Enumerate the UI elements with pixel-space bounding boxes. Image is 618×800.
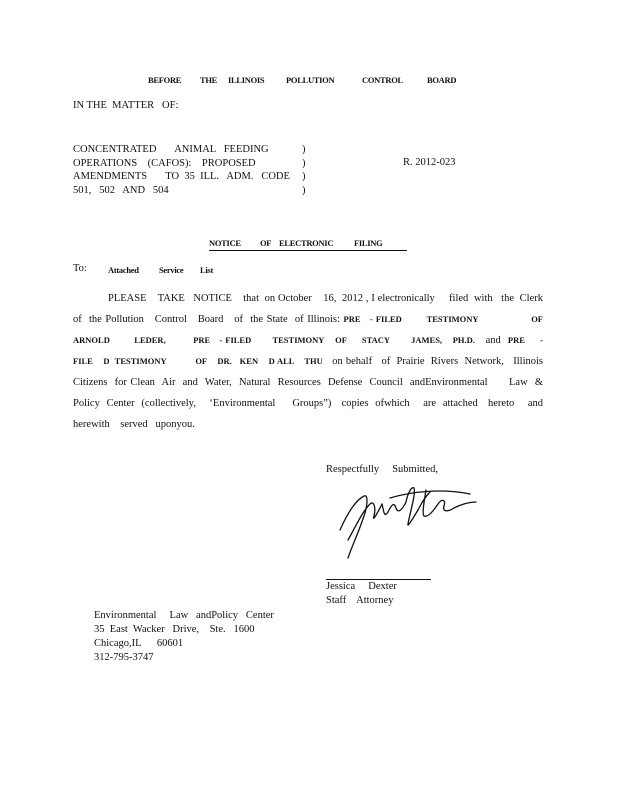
heading-word: CONTROL bbox=[362, 75, 403, 85]
heading-word: THE bbox=[200, 75, 218, 85]
paren: ) bbox=[302, 171, 306, 182]
signer-name: Jessica Dexter bbox=[326, 581, 397, 592]
address-block bbox=[94, 609, 274, 665]
body-text: PLEASE TAKE NOTICE that on October 16, 2012 , I electronically filed with the Clerk bbox=[108, 293, 543, 304]
caption-parens bbox=[302, 143, 306, 197]
body-line bbox=[73, 309, 543, 330]
body-text: and bbox=[485, 335, 501, 346]
handwritten-signature bbox=[330, 482, 490, 562]
filing-reference: FILE D TESTIMONY OF DR. KEN D ALL THU bbox=[73, 356, 323, 366]
notice-body bbox=[73, 288, 543, 435]
notice-title bbox=[209, 238, 407, 251]
caption-line: CONCENTRATED ANIMAL FEEDING bbox=[73, 144, 269, 155]
filing-reference: OF STACY JAMES, bbox=[335, 335, 443, 345]
case-caption bbox=[73, 143, 290, 197]
filing-reference: PRE - bbox=[507, 335, 544, 345]
paren: ) bbox=[302, 144, 306, 155]
address-line: Chicago,IL 60601 bbox=[94, 638, 184, 649]
body-text: of the Pollution Control Board of the State of Illinois: bbox=[73, 314, 340, 325]
body-text: Policy Center (collectively, ‘Environmental Groups”) copies ofwhich are attached hereto and bbox=[73, 398, 543, 409]
caption-line: 501, 502 AND 504 bbox=[73, 184, 169, 196]
paren: ) bbox=[302, 184, 306, 196]
heading-word: POLLUTION bbox=[286, 75, 335, 85]
notice-title-word: FILING bbox=[354, 238, 383, 248]
notice-title-word: OF bbox=[260, 238, 272, 248]
heading-word: ILLINOIS bbox=[228, 75, 265, 85]
to-label: To: bbox=[73, 263, 87, 274]
body-line bbox=[73, 288, 543, 309]
body-text: Citizens for Clean Air and Water, Natural Resources Defense Council andEnvironmental Law & bbox=[73, 377, 543, 388]
heading-word: BEFORE bbox=[148, 75, 182, 85]
address-line: Environmental Law andPolicy Center bbox=[94, 610, 274, 621]
body-text: on behalf of Prairie Rivers Network, Illinois bbox=[332, 356, 544, 367]
case-number: R. 2012-023 bbox=[403, 157, 456, 168]
caption-line: AMENDMENTS TO 35 ILL. ADM. CODE bbox=[73, 171, 290, 182]
body-line bbox=[73, 330, 543, 351]
address-line: 312-795-3747 bbox=[94, 652, 154, 663]
body-text: herewith served uponyou. bbox=[73, 419, 195, 430]
to-word: Attached bbox=[108, 265, 139, 275]
notice-title-word: ELECTRONIC bbox=[279, 238, 334, 248]
filing-reference: PH.D. bbox=[452, 335, 475, 345]
paren: ) bbox=[302, 157, 306, 169]
body-line bbox=[73, 351, 543, 372]
signer-title: Staff Attorney bbox=[326, 595, 394, 606]
to-word: Service bbox=[159, 265, 184, 275]
body-line bbox=[73, 372, 543, 393]
signature-line bbox=[326, 579, 431, 580]
filing-reference: PRE - FILED TESTIMONY OF bbox=[343, 314, 543, 324]
closing: Respectfully Submitted, bbox=[326, 464, 438, 475]
notice-title-word: NOTICE bbox=[209, 238, 241, 248]
body-line bbox=[73, 393, 543, 414]
to-word: List bbox=[200, 265, 213, 275]
caption-line: OPERATIONS (CAFOS): PROPOSED bbox=[73, 157, 256, 169]
filing-reference: ARNOLD LEDER, PRE - FILED TESTIMONY bbox=[73, 335, 325, 345]
address-line: 35 East Wacker Drive, Ste. 1600 bbox=[94, 624, 255, 635]
matter-line: IN THE MATTER OF: bbox=[73, 100, 179, 111]
body-line bbox=[73, 414, 543, 435]
heading-word: BOARD bbox=[427, 75, 457, 85]
